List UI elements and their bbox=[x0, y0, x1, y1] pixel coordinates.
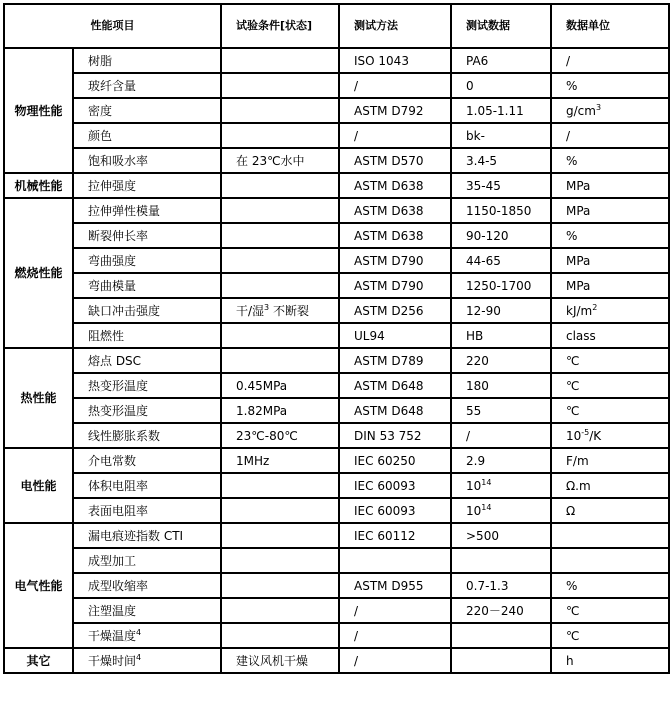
category-label: 燃烧性能 bbox=[4, 198, 73, 348]
test-data bbox=[451, 348, 551, 373]
property-item-text: 体积电阻率 bbox=[88, 478, 149, 493]
test-data-text: >500 bbox=[466, 528, 499, 543]
test-data-text: PA6 bbox=[466, 53, 489, 68]
test-method bbox=[339, 573, 451, 598]
data-unit bbox=[551, 598, 669, 623]
test-data-text: 35-45 bbox=[466, 178, 501, 193]
header-condition: 试验条件[状态] bbox=[221, 4, 339, 48]
test-method-text: ASTM D790 bbox=[354, 278, 424, 293]
table-row bbox=[4, 373, 669, 398]
table-row bbox=[4, 73, 669, 98]
test-data bbox=[451, 523, 551, 548]
test-data-text: 3.4-5 bbox=[466, 153, 498, 168]
test-data bbox=[451, 448, 551, 473]
test-data bbox=[451, 173, 551, 198]
property-item-text: 熔点 DSC bbox=[88, 353, 142, 368]
data-unit bbox=[551, 73, 669, 98]
data-unit-text: ℃ bbox=[566, 353, 580, 368]
test-condition-text: 1MHz bbox=[236, 453, 270, 468]
test-condition bbox=[221, 73, 339, 98]
property-item-text: 成型加工 bbox=[88, 553, 137, 568]
test-condition bbox=[221, 473, 339, 498]
test-data-text: 1250-1700 bbox=[466, 278, 532, 293]
data-unit-text: Ω bbox=[566, 503, 576, 518]
test-condition bbox=[221, 573, 339, 598]
test-data-text: 10 bbox=[466, 503, 482, 518]
test-condition bbox=[221, 248, 339, 273]
property-item-text: 介电常数 bbox=[88, 453, 137, 468]
test-condition bbox=[221, 548, 339, 573]
test-method-text: ISO 1043 bbox=[354, 53, 409, 68]
test-condition bbox=[221, 298, 339, 323]
property-item-text: 弯曲模量 bbox=[88, 278, 137, 293]
test-condition bbox=[221, 498, 339, 523]
property-item bbox=[73, 248, 221, 273]
property-item bbox=[73, 98, 221, 123]
test-condition bbox=[221, 198, 339, 223]
test-method-text: IEC 60093 bbox=[354, 503, 416, 518]
test-data bbox=[451, 98, 551, 123]
table-row bbox=[4, 348, 669, 373]
property-item bbox=[73, 423, 221, 448]
category-label: 物理性能 bbox=[4, 48, 73, 173]
property-item-text: 树脂 bbox=[88, 53, 113, 68]
data-unit-text: ℃ bbox=[566, 628, 580, 643]
test-condition-text: 23℃-80℃ bbox=[236, 428, 298, 443]
test-condition bbox=[221, 348, 339, 373]
test-condition bbox=[221, 423, 339, 448]
property-item bbox=[73, 598, 221, 623]
data-unit bbox=[551, 273, 669, 298]
test-method bbox=[339, 298, 451, 323]
data-unit-text: g/cm bbox=[566, 103, 596, 118]
property-item bbox=[73, 523, 221, 548]
data-unit bbox=[551, 248, 669, 273]
data-unit-superscript: 3 bbox=[595, 102, 602, 112]
test-method-text: / bbox=[354, 78, 359, 93]
test-method bbox=[339, 173, 451, 198]
table-row bbox=[4, 498, 669, 523]
property-item-text: 颜色 bbox=[88, 128, 113, 143]
property-item-text: 断裂伸长率 bbox=[88, 228, 149, 243]
data-unit bbox=[551, 123, 669, 148]
test-method bbox=[339, 373, 451, 398]
test-condition bbox=[221, 148, 339, 173]
test-data bbox=[451, 298, 551, 323]
test-data-text: 0 bbox=[466, 78, 474, 93]
data-unit-text: MPa bbox=[566, 253, 591, 268]
test-method bbox=[339, 498, 451, 523]
test-data bbox=[451, 373, 551, 398]
table-row bbox=[4, 48, 669, 73]
test-condition-text: 0.45MPa bbox=[236, 378, 288, 393]
test-method-text: ASTM D955 bbox=[354, 578, 424, 593]
category-label: 电性能 bbox=[4, 448, 73, 523]
test-condition bbox=[221, 98, 339, 123]
test-condition bbox=[221, 448, 339, 473]
test-data-text: HB bbox=[466, 328, 484, 343]
test-data-text: 180 bbox=[466, 378, 489, 393]
test-method-text: UL94 bbox=[354, 328, 385, 343]
test-data-text: 220 bbox=[466, 353, 489, 368]
test-method-text: / bbox=[354, 603, 359, 618]
header-data: 测试数据 bbox=[451, 4, 551, 48]
header-row bbox=[4, 4, 669, 48]
property-item bbox=[73, 498, 221, 523]
table-row bbox=[4, 598, 669, 623]
data-unit bbox=[551, 348, 669, 373]
test-condition bbox=[221, 648, 339, 673]
property-item-text: 热变形温度 bbox=[88, 378, 149, 393]
test-method-text: DIN 53 752 bbox=[354, 428, 422, 443]
test-data bbox=[451, 273, 551, 298]
test-data-superscript: 14 bbox=[481, 477, 492, 487]
test-data bbox=[451, 398, 551, 423]
category-label: 其它 bbox=[4, 648, 73, 673]
data-unit bbox=[551, 623, 669, 648]
test-data-text: 1.05-1.11 bbox=[466, 103, 524, 118]
property-item-text: 玻纤含量 bbox=[88, 78, 137, 93]
property-item-text: 注塑温度 bbox=[88, 603, 137, 618]
test-data bbox=[451, 498, 551, 523]
property-item-superscript: 4 bbox=[136, 627, 142, 637]
property-item bbox=[73, 548, 221, 573]
test-method bbox=[339, 198, 451, 223]
test-method bbox=[339, 48, 451, 73]
property-item bbox=[73, 73, 221, 98]
test-data-text: / bbox=[466, 428, 471, 443]
table-row bbox=[4, 98, 669, 123]
test-method bbox=[339, 323, 451, 348]
property-item-superscript: 4 bbox=[136, 652, 142, 662]
property-item-text: 干燥时间 bbox=[88, 653, 137, 668]
test-method bbox=[339, 348, 451, 373]
data-unit-text: % bbox=[566, 153, 578, 168]
table-body bbox=[4, 48, 669, 673]
test-method bbox=[339, 398, 451, 423]
property-item bbox=[73, 198, 221, 223]
property-item-text: 拉伸强度 bbox=[88, 178, 137, 193]
data-unit-text: ℃ bbox=[566, 378, 580, 393]
table-row bbox=[4, 523, 669, 548]
test-method bbox=[339, 448, 451, 473]
table-row bbox=[4, 248, 669, 273]
property-item-text: 成型收缩率 bbox=[88, 578, 149, 593]
header-property: 性能项目 bbox=[4, 4, 221, 48]
data-unit bbox=[551, 448, 669, 473]
test-data-superscript: 14 bbox=[481, 502, 492, 512]
test-data-text: 1150-1850 bbox=[466, 203, 532, 218]
category-label: 热性能 bbox=[4, 348, 73, 448]
test-method bbox=[339, 73, 451, 98]
header-method: 测试方法 bbox=[339, 4, 451, 48]
data-unit bbox=[551, 573, 669, 598]
category-label: 电气性能 bbox=[4, 523, 73, 648]
data-unit bbox=[551, 48, 669, 73]
data-unit bbox=[551, 423, 669, 448]
table-row bbox=[4, 573, 669, 598]
table-row bbox=[4, 148, 669, 173]
test-data-text: 90-120 bbox=[466, 228, 509, 243]
data-unit-text: F/m bbox=[566, 453, 589, 468]
test-method-text: IEC 60250 bbox=[354, 453, 416, 468]
property-item-text: 表面电阻率 bbox=[88, 503, 149, 518]
data-unit-text: MPa bbox=[566, 178, 591, 193]
table-row bbox=[4, 448, 669, 473]
test-condition bbox=[221, 223, 339, 248]
table-row bbox=[4, 623, 669, 648]
test-method-text: / bbox=[354, 128, 359, 143]
test-method bbox=[339, 598, 451, 623]
data-unit bbox=[551, 98, 669, 123]
table-row bbox=[4, 648, 669, 673]
test-method bbox=[339, 248, 451, 273]
category-label: 机械性能 bbox=[4, 173, 73, 198]
test-data bbox=[451, 423, 551, 448]
test-method bbox=[339, 148, 451, 173]
test-condition bbox=[221, 398, 339, 423]
table-row bbox=[4, 123, 669, 148]
property-item bbox=[73, 573, 221, 598]
property-item bbox=[73, 348, 221, 373]
test-method-text: IEC 60112 bbox=[354, 528, 416, 543]
test-data bbox=[451, 648, 551, 673]
property-item-text: 拉伸弹性模量 bbox=[88, 203, 161, 218]
test-method bbox=[339, 473, 451, 498]
property-item bbox=[73, 623, 221, 648]
property-item bbox=[73, 273, 221, 298]
data-unit bbox=[551, 648, 669, 673]
table-row bbox=[4, 548, 669, 573]
property-item bbox=[73, 298, 221, 323]
data-unit-text: h bbox=[566, 653, 574, 668]
property-item-text: 线性膨胀系数 bbox=[88, 428, 161, 443]
property-item bbox=[73, 323, 221, 348]
test-condition bbox=[221, 323, 339, 348]
table-row bbox=[4, 323, 669, 348]
table-row bbox=[4, 173, 669, 198]
data-unit-text: ℃ bbox=[566, 403, 580, 418]
property-item-text: 密度 bbox=[88, 103, 113, 118]
property-item bbox=[73, 48, 221, 73]
test-condition bbox=[221, 523, 339, 548]
test-method-text: ASTM D638 bbox=[354, 178, 424, 193]
data-unit bbox=[551, 298, 669, 323]
property-item-text: 漏电痕迹指数 CTI bbox=[88, 528, 184, 543]
data-unit-superscript: -5 bbox=[581, 427, 590, 437]
test-data bbox=[451, 323, 551, 348]
test-data-text: 10 bbox=[466, 478, 482, 493]
property-item bbox=[73, 373, 221, 398]
data-unit-text: ℃ bbox=[566, 603, 580, 618]
test-data bbox=[451, 548, 551, 573]
test-method bbox=[339, 123, 451, 148]
test-data bbox=[451, 198, 551, 223]
property-item bbox=[73, 398, 221, 423]
test-method-text: ASTM D638 bbox=[354, 228, 424, 243]
test-method-text: ASTM D648 bbox=[354, 378, 424, 393]
test-method bbox=[339, 548, 451, 573]
test-data bbox=[451, 123, 551, 148]
table-row bbox=[4, 198, 669, 223]
table-row bbox=[4, 273, 669, 298]
property-item-text: 阻燃性 bbox=[88, 328, 125, 343]
data-unit bbox=[551, 498, 669, 523]
data-unit bbox=[551, 523, 669, 548]
test-method-text: ASTM D789 bbox=[354, 353, 424, 368]
data-unit-text: 10 bbox=[566, 428, 582, 443]
data-unit-suffix: /K bbox=[589, 428, 602, 443]
property-item bbox=[73, 473, 221, 498]
test-method-text: ASTM D792 bbox=[354, 103, 424, 118]
test-method-text: ASTM D638 bbox=[354, 203, 424, 218]
test-method bbox=[339, 223, 451, 248]
table-row bbox=[4, 223, 669, 248]
table-row bbox=[4, 473, 669, 498]
test-method-text: ASTM D570 bbox=[354, 153, 424, 168]
test-data-text: 44-65 bbox=[466, 253, 501, 268]
test-method bbox=[339, 623, 451, 648]
data-unit-text: / bbox=[566, 53, 571, 68]
data-unit-text: Ω.m bbox=[566, 478, 591, 493]
property-item-text: 缺口冲击强度 bbox=[88, 303, 161, 318]
test-condition bbox=[221, 123, 339, 148]
data-unit bbox=[551, 148, 669, 173]
test-data bbox=[451, 223, 551, 248]
data-unit bbox=[551, 373, 669, 398]
test-method-text: ASTM D256 bbox=[354, 303, 424, 318]
data-unit-text: % bbox=[566, 578, 578, 593]
property-item bbox=[73, 223, 221, 248]
header-unit: 数据单位 bbox=[551, 4, 669, 48]
test-data-text: 2.9 bbox=[466, 453, 486, 468]
data-unit-text: class bbox=[566, 328, 596, 343]
data-unit-text: % bbox=[566, 228, 578, 243]
data-unit bbox=[551, 323, 669, 348]
data-unit bbox=[551, 473, 669, 498]
test-method bbox=[339, 98, 451, 123]
test-data bbox=[451, 473, 551, 498]
data-unit-superscript: 2 bbox=[592, 302, 598, 312]
test-condition bbox=[221, 373, 339, 398]
property-item bbox=[73, 123, 221, 148]
test-data-text: 12-90 bbox=[466, 303, 501, 318]
test-data bbox=[451, 148, 551, 173]
data-unit bbox=[551, 223, 669, 248]
test-method-text: ASTM D790 bbox=[354, 253, 424, 268]
test-method bbox=[339, 423, 451, 448]
test-method bbox=[339, 523, 451, 548]
test-condition-text: 干/湿 bbox=[236, 303, 265, 318]
test-method bbox=[339, 648, 451, 673]
table-row bbox=[4, 298, 669, 323]
table-row bbox=[4, 398, 669, 423]
data-unit-text: MPa bbox=[566, 278, 591, 293]
property-item-text: 弯曲强度 bbox=[88, 253, 137, 268]
test-method-text: ASTM D648 bbox=[354, 403, 424, 418]
test-data bbox=[451, 73, 551, 98]
test-condition-suffix: 不断裂 bbox=[269, 303, 309, 318]
test-data bbox=[451, 573, 551, 598]
property-item-text: 干燥温度 bbox=[88, 628, 137, 643]
property-item bbox=[73, 648, 221, 673]
test-method-text: IEC 60093 bbox=[354, 478, 416, 493]
test-condition bbox=[221, 273, 339, 298]
test-condition bbox=[221, 173, 339, 198]
data-unit bbox=[551, 198, 669, 223]
property-item-text: 饱和吸水率 bbox=[88, 153, 149, 168]
data-unit bbox=[551, 548, 669, 573]
data-unit-text: / bbox=[566, 128, 571, 143]
test-data-text: 55 bbox=[466, 403, 482, 418]
data-unit-text: % bbox=[566, 78, 578, 93]
test-method bbox=[339, 273, 451, 298]
property-table bbox=[3, 3, 670, 674]
test-condition bbox=[221, 623, 339, 648]
test-method-text: / bbox=[354, 628, 359, 643]
property-item bbox=[73, 448, 221, 473]
test-condition-text: 在 23℃水中 bbox=[236, 153, 305, 168]
data-unit-text: kJ/m bbox=[566, 303, 593, 318]
test-condition bbox=[221, 598, 339, 623]
test-condition-superscript: 3 bbox=[264, 302, 270, 312]
data-unit-text: MPa bbox=[566, 203, 591, 218]
data-unit bbox=[551, 173, 669, 198]
data-unit bbox=[551, 398, 669, 423]
test-data bbox=[451, 248, 551, 273]
test-data-text: 0.7-1.3 bbox=[466, 578, 509, 593]
property-item bbox=[73, 173, 221, 198]
test-method-text: / bbox=[354, 653, 359, 668]
test-data-text: 220－240 bbox=[466, 603, 524, 618]
test-condition-text: 1.82MPa bbox=[236, 403, 288, 418]
test-data bbox=[451, 623, 551, 648]
table-row bbox=[4, 423, 669, 448]
test-condition-text: 建议风机干燥 bbox=[236, 653, 309, 668]
test-condition bbox=[221, 48, 339, 73]
test-data bbox=[451, 598, 551, 623]
test-data-text: bk- bbox=[466, 128, 485, 143]
property-item-text: 热变形温度 bbox=[88, 403, 149, 418]
test-data bbox=[451, 48, 551, 73]
property-item bbox=[73, 148, 221, 173]
